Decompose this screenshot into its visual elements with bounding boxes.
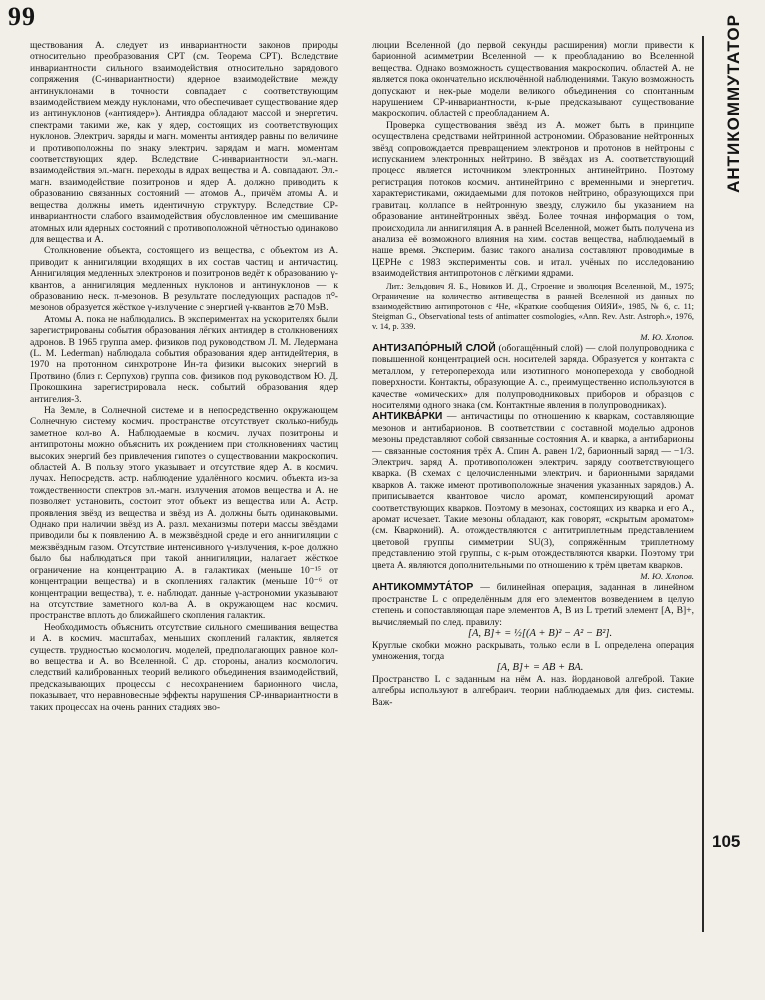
side-rule [702,36,704,932]
paragraph: ществования А. следует из инвариантности законов природы относительно преобразования CPT (см. Теорема CPT). Вследствие инвариантности сильного взаимодействия относительно зарядового сопряжения (C-инвариантности) ядерное взаимодействие между антинуклонами в точности совпадает с соответствующим взаимодействием между нуклонами, что обеспечивает существование ядер из антинуклонов («антиядер»). Антиядра обладают массой и энергетич. спектрами такими же, как у ядер, состоящих из соответствующих нуклонов. Электрич. заряды и магн. моменты антиядер равны по величине и противоположны по знаку электрич. зарядам и магн. моментам соответствующих ядер. Вследствие C-инвариантности эл.-магн. взаимодействия эл.-магн. переходы в ядрах вещества и А. совпадают. Эл.-магн. взаимодействие позитронов и ядер А. должно приводить к образованию связанных состояний — атомов А., причём атомы А. и вещества должны иметь идентичную структуру. Вследствие CP-инвариантности слабого взаимодействия обусловленное им смешивание атомных или ядерных состояний с противоположной чётностью одинаково для вещества и А. [30,40,338,245]
running-head-text: АНТИКОММУТАТОР [724,14,743,193]
page-number-side: 105 [712,832,741,851]
entry-antikommutator [372,582,694,628]
formula: [A, B]+ = AB + BA. [496,662,584,674]
right-column [372,40,694,708]
running-head [714,14,754,274]
page-number-top: 99 [8,2,36,31]
entry-headword: АНТИЗАПО́РНЫЙ СЛОЙ [372,342,496,354]
paragraph: люции Вселенной (до первой секунды расширения) могли привести к барионной асимметрии Вселенной — к преобладанию во Вселенной вещества. Однако возможность существования макроскопич. областей А. не является пока окончательно исключённой наблюдениями. Такую возможность допускают и нек-рые модели великого объединения со спонтанным нарушением CP-инвариантности, к-рые предсказывают существование макроскопич. областей с преобладанием А. [372,40,694,120]
left-column [30,40,338,713]
author-signature: М. Ю. Хлопов. [640,331,694,342]
literature-references: Лит.: Зельдович Я. Б., Новиков И. Д., Строение и эволюция Вселенной, М., 1975; Ограничение на количество антивещества в ранней Вселенной из данных по взаимодействию антипротонов с ⁴He, «Краткие сообщения ОИЯИ», 1985, № 6, с. 11; Steigman G., Observational tests of antimatter cosmologies, «Ann. Rev. Astr. Astroph.», 1976, v. 14, p. 339. [372,281,694,331]
paragraph: Проверка существования звёзд из А. может быть в принципе осуществлена средствами нейтринной астрономии. Образование нейтронных звёзд сопровождается превращением электронов и протонов в нейтроны с испусканием электронных нейтрино. В звёздах из А. соответствующий процесс является источником электронных антинейтрино. Поэтому регистрация потоков космич. антинейтрино с временными и энергетич. характеристиками, ожидаемыми для потоков нейтрино, образующихся при гравитац. коллапсе в нейтронную звезду, служило бы указанием на образование антинейтронных звёзд. Более точная информация о том, происходила ли аннигиляция А. в ранней Вселенной, может быть получена из анализа её возможного влияния на хим. состав вещества, наблюдаемый в наше время. Эксперим. базис такого анализа составляют проводимые в ЦЕРНе с 1983 эксперименты сов. и итал. учёных по исследованию взаимодействия антипротонов с лёгкими ядрами. [372,119,694,280]
entry-body: — античастицы по отношению к кваркам, составляющие мезонов и антибарионов. В соответствии с составной моделью адронов мезоны представляют собой связанные состояния А. и кварка, а антибарионы — связанные состояния трёх А. Спин А. равен 1/2, барионный заряд — −1/3. Электрич. заряд А. противоположен электрич. заряду соответствующего кварка. (В схемах с целочисленными электрич. и барионными зарядами кварков А. также имеют противоположные значения указанных зарядов.) А. приписывается квантовое число аромат, компенсирующий аромат соответствующих кварков. Поэтому в мезонах, состоящих из кварка и его А., аромат исчезает. Такие мезоны обладают, как говорят, «скрытым ароматом» (см. Кварконий). А. отождествляются с антитриплетным представлением цветовой группы симметрии SU(3), сопряжённым триплетному представлению этой группы, с к-рым отождествляются кварки. Поэтому три цвета А. являются дополнительными по отношению к трём цветам кварков. [372,411,694,571]
entry-body: (обогащённый слой) — слой полупроводника с повышенной концентрацией осн. носителей заряда. Образуется у контакта с металлом, у гетероперехода или изотипного моноперехода у свободной поверхности. Контакты, образующие А. с., преимущественно используются в качестве «омических» для полупроводниковых приборов и образцов с носителями одного знака (см. Контактные явления в полупроводниках). [372,342,694,411]
paragraph: На Земле, в Солнечной системе и в непосредственно окружающем Солнечную систему космич. пространстве отсутствует сколько-нибудь заметное кол-во А. Наблюдаемые в космич. лучах позитроны и антипротоны можно объяснить их рождением при столкновениях частиц высоких энергий без привлечения гипотез о существовании макроскопич. областей А. В пользу этого указывает и отсутствие ядер А. в космич. лучах. Непосредств. астр. наблюдение удалённого космич. объекта из-за тождественности спектров эл.-магн. излучения атомов вещества и А. не позволяет установить, состоит этот объект из вещества или А. Астр. проявления звёзд из вещества и звёзд из А. должны быть одинаковыми. Однако при наличии звёзд из А. разл. механизмы потери массы звёздами приводили бы к появлению А. в межзвёздной среде и его аннигиляции с межзвёздным газом. Отсутствие интенсивного γ-излучения, к-рое должно было бы наблюдаться при такой аннигиляции, налагает жёсткое ограничение на концентрацию А. в галактиках (меньше 10⁻¹⁵ от концентрации вещества) и в скоплениях галактик (меньше 10⁻⁶ от концентрации вещества), т. е. наблюдат. данные γ-астрономии указывают на отсутствие заметного кол-ва А. в окружающем нас космич. пространстве вплоть до ближайшего скопления галактик. [30,405,338,622]
formula: [A, B]+ = ½[(A + B)² − A² − B²]. [467,628,613,640]
author-signature: М. Ю. Хлопов. [640,571,694,582]
entry-headword: АНТИКВА́РКИ [372,411,443,423]
paragraph: Необходимость объяснить отсутствие сильного смешивания вещества и А. в космич. масштабах, меньших скоплений галактик, является существ. трудностью космологич. моделей, предполагающих равное кол-во вещества и А. во Вселенной. С др. стороны, анализ космологич. следствий калиброванных теорий великого объединения взаимодействий, предсказывающих процессы с несохранением барионного числа, показывает, что неравновесные эффекты нарушения CP-инвариантности в таких процессах на очень ранних стадиях эво- [30,621,338,713]
entry-body: — билинейная операция, заданная в линейном пространстве L с определённым для его элементов возведением в целую степень и сопоставляющая паре элементов A, B из L третий элемент [A, B]+, вычисляемый по след. правилу: [372,582,694,628]
entry-antizapornyi-sloi [372,343,694,411]
entry-antikvarki [372,411,694,571]
paragraph: Столкновение объекта, состоящего из вещества, с объектом из А. приводит к аннигиляции входящих в их состав частиц и античастиц. Аннигиляция медленных электронов и позитронов ведёт к образованию γ-квантов, а аннигиляция медленных нуклонов и антинуклонов — к образованию неск. π-мезонов. В результате последующих распадов π⁰-мезонов образуется жёсткое γ-излучение с энергией γ-квантов ≳70 МэВ. [30,245,338,314]
paragraph: Атомы А. пока не наблюдались. В экспериментах на ускорителях были зарегистрированы события образования лёгких антиядер в столкновениях адронов. В 1965 группа амер. физиков под руководством Л. М. Ледермана (L. M. Lederman) наблюдала события образования ядер антидейтерия, в 1970 на протонном синхротроне Ин-та физики высоких энергий в Протвино (близ г. Серпухов) группа сов. физиков под руководством Ю. Д. Прокошкина зарегистрировала неск. событий образования ядер антигелия-3. [30,313,338,405]
paragraph: Пространство L с заданным на нём А. наз. йордановой алгеброй. Такие алгебры используют в алгебраич. теории наблюдаемых для физ. системы. Важ- [372,673,694,708]
paragraph: Круглые скобки можно раскрывать, только если в L определена операция умножения, тогда [372,639,694,662]
entry-headword: АНТИКОММУТА́ТОР [372,582,474,594]
